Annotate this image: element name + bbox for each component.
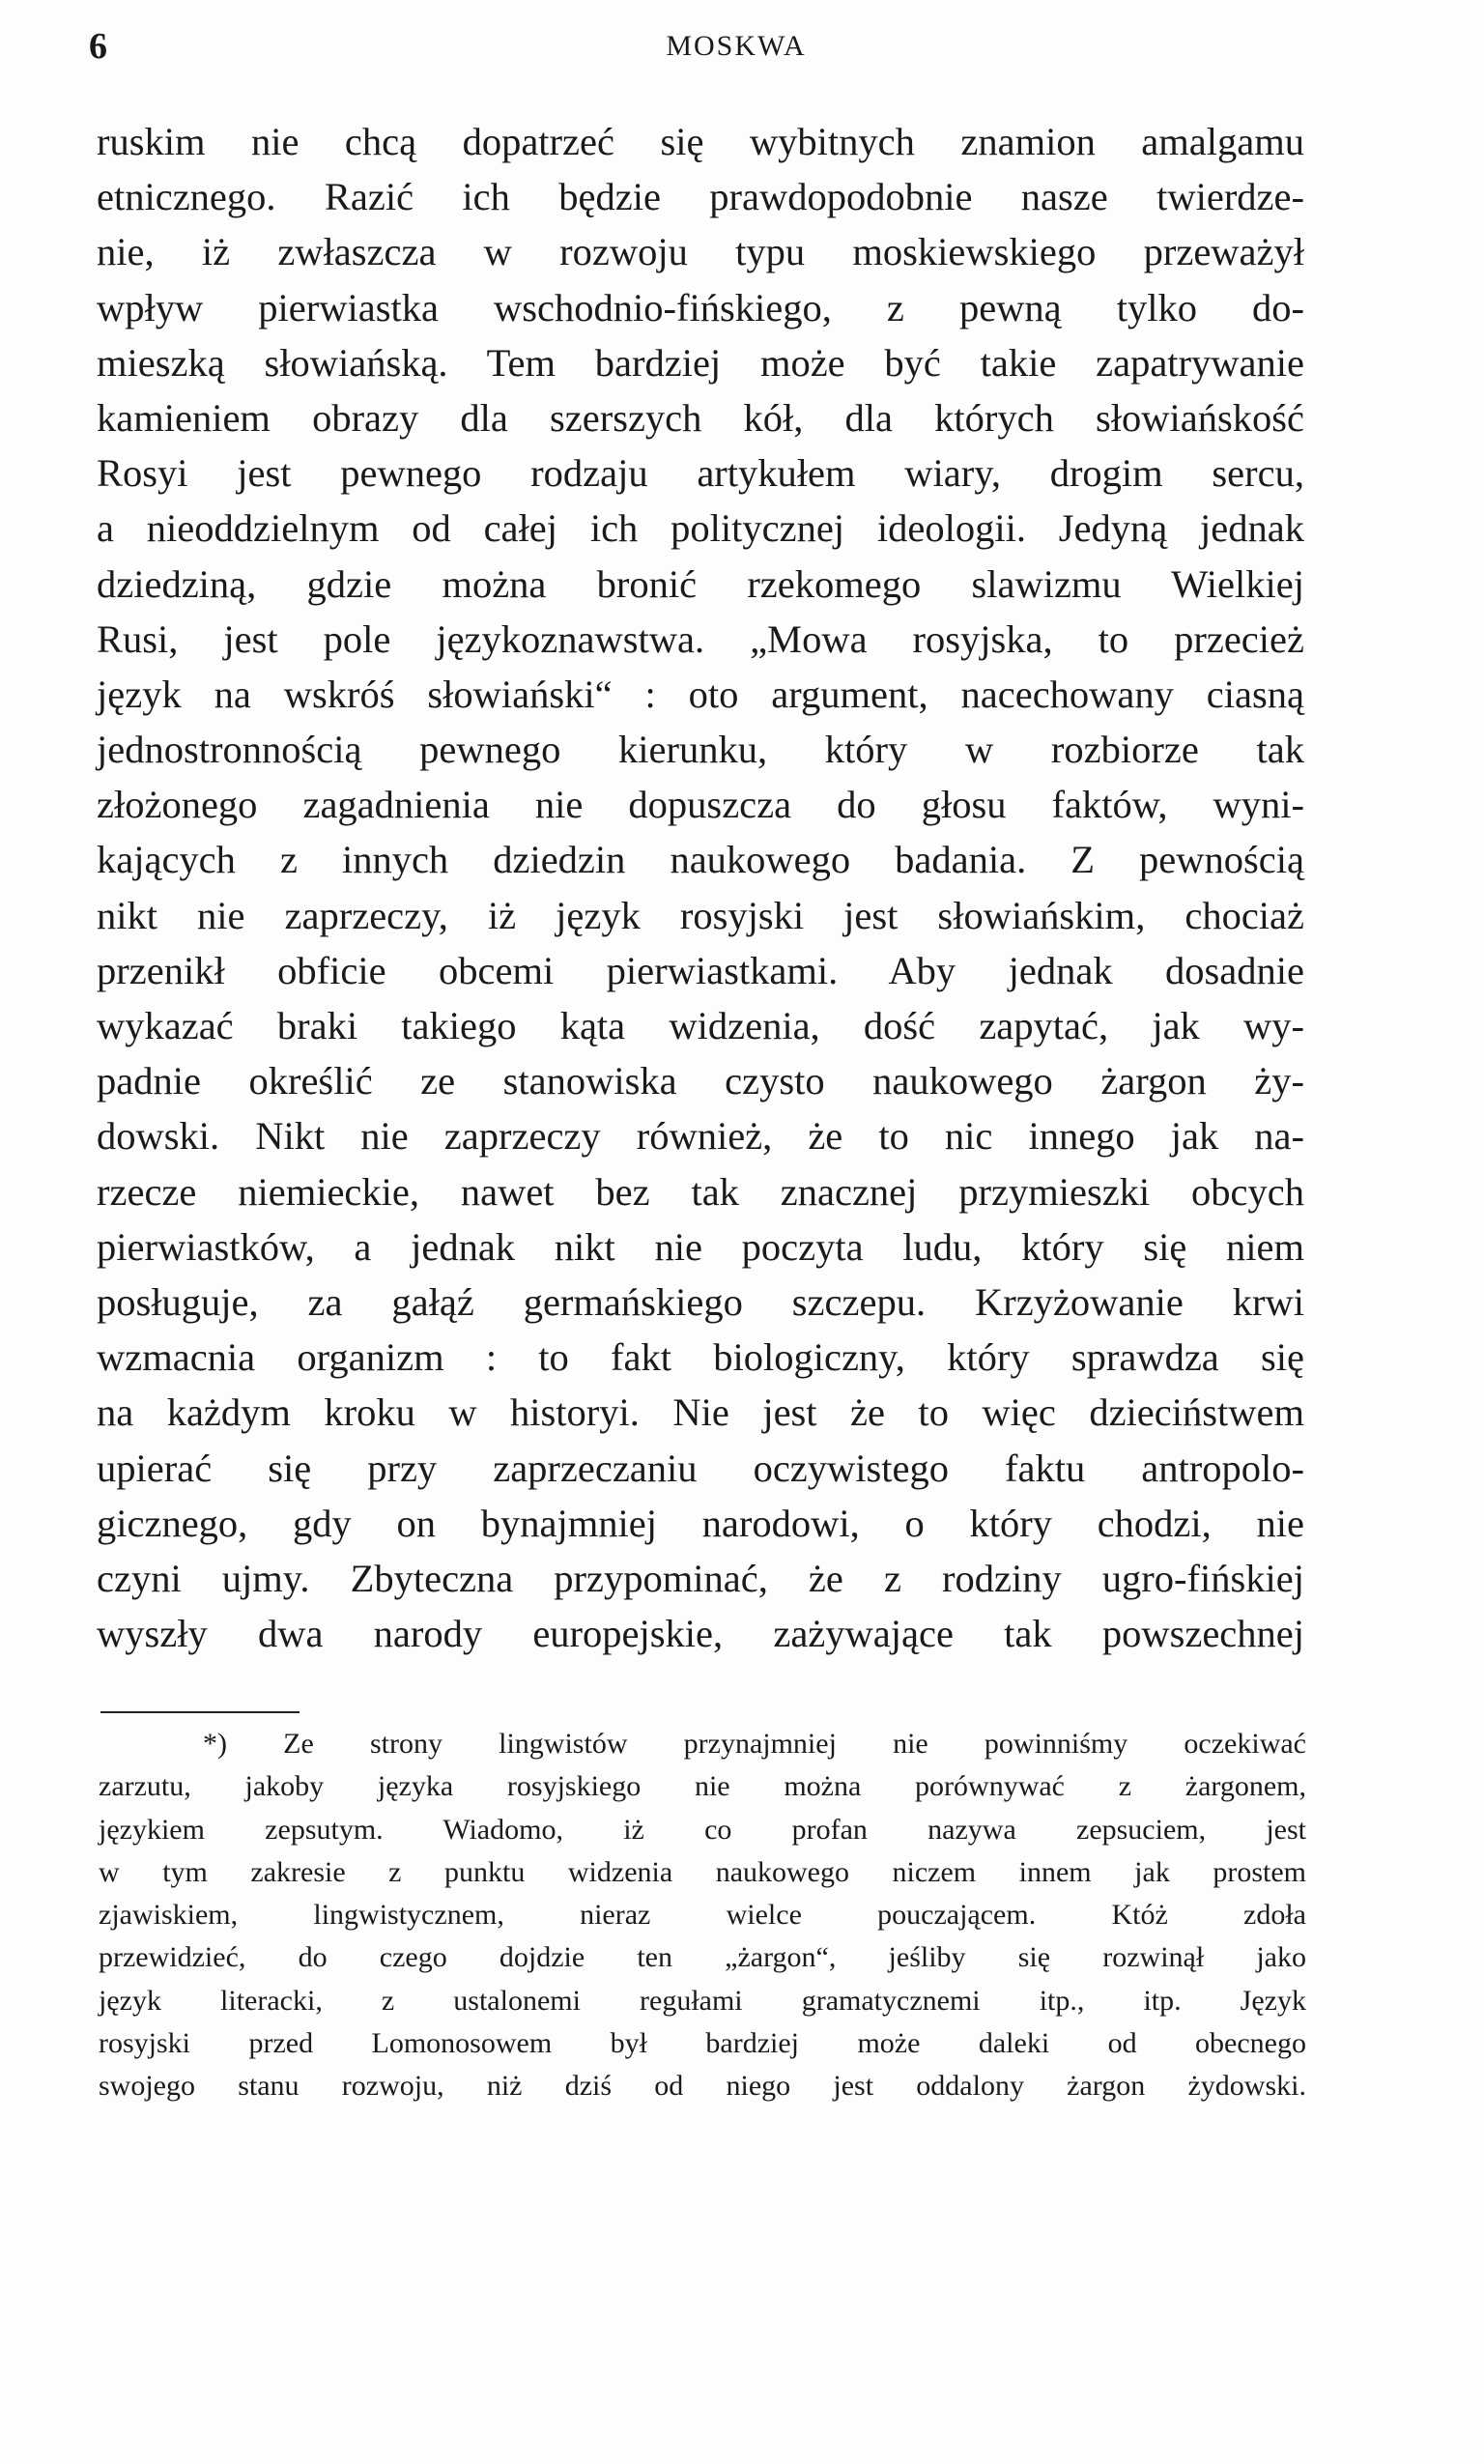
footnote-line: językiem zepsutym. Wiadomo, iż co profan nazywa zepsuciem, jest (99, 1813, 1306, 1846)
footnote-line: język literacki, z ustalonemi regułami gramatycznemi itp., itp. Język (99, 1984, 1306, 2017)
footnote-divider (100, 1711, 300, 1713)
text-line: nikt nie zaprzeczy, iż język rosyjski jest słowiańskim, chociaż (97, 893, 1304, 937)
text-line: ruskim nie chcą dopatrzeć się wybitnych znamion amalgamu (97, 120, 1304, 163)
text-line: wyszły dwa narody europejskie, zażywające tak powszechnej (97, 1612, 1304, 1656)
text-line: na każdym kroku w historyi. Nie jest że to więc dzieciństwem (97, 1390, 1304, 1435)
footnote-line: zarzutu, jakoby języka rosyjskiego nie można porównywać z żargonem, (99, 1770, 1306, 1803)
text-line: gicznego, gdy on bynajmniej narodowi, o który chodzi, nie (97, 1501, 1304, 1545)
text-line: wzmacnia organizm : to fakt biologiczny, który sprawdza się (97, 1335, 1304, 1380)
text-line: kamieniem obrazy dla szerszych kół, dla których słowiańskość (97, 395, 1304, 440)
text-line: rzecze niemieckie, nawet bez tak znacznej przymieszki obcych (97, 1169, 1304, 1214)
text-line: upierać się przy zaprzeczaniu oczywistego faktu antropolo- (97, 1446, 1304, 1490)
footnote-line: w tym zakresie z punktu widzenia naukowego niczem innem jak prostem (99, 1855, 1306, 1888)
text-line: przenikł obficie obcemi pierwiastkami. Aby jednak dosadnie (97, 948, 1304, 992)
text-line: kających z innych dziedzin naukowego badania. Z pewnością (97, 838, 1304, 882)
text-line: dowski. Nikt nie zaprzeczy również, że to nic innego jak na- (97, 1114, 1304, 1159)
text-line: język na wskróś słowiański“ : oto argument, nacechowany ciasną (97, 672, 1304, 716)
text-line: Rosyi jest pewnego rodzaju artykułem wiary, drogim sercu, (97, 451, 1304, 496)
text-line: czyni ujmy. Zbyteczna przypominać, że z rodziny ugro-fińskiej (97, 1556, 1304, 1600)
text-line: dziedziną, gdzie można bronić rzekomego slawizmu Wielkiej (97, 561, 1304, 606)
text-line: wykazać braki takiego kąta widzenia, dość zapytać, jak wy- (97, 1004, 1304, 1047)
footnote-line: zjawiskiem, lingwistycznem, nieraz wielce pouczającem. Któż zdoła (99, 1899, 1306, 1932)
text-line: a nieoddzielnym od całej ich politycznej ideologii. Jedyną jednak (97, 506, 1304, 551)
text-line: wpływ pierwiastka wschodnio-fińskiego, z pewną tylko do- (97, 285, 1304, 329)
page-header (89, 17, 1306, 75)
footnote (99, 1723, 1306, 2108)
text-line: posługuje, za gałąź germańskiego szczepu. Krzyżowanie krwi (97, 1279, 1304, 1324)
main-text (97, 114, 1304, 1661)
text-line: padnie określić ze stanowiska czysto naukowego żargon ży- (97, 1059, 1304, 1103)
text-line: pierwiastków, a jednak nikt nie poczyta ludu, który się niem (97, 1224, 1304, 1269)
footnote-line: swojego stanu rozwoju, niż dziś od niego jest oddalony żargon żydowski. (99, 2070, 1306, 2103)
page-number: 6 (89, 26, 107, 67)
running-title: MOSKWA (666, 30, 807, 62)
text-line: mieszką słowiańską. Tem bardziej może być takie zapatrywanie (97, 340, 1304, 385)
text-line: Rusi, jest pole językoznawstwa. „Mowa rosyjska, to przecież (97, 616, 1304, 661)
text-line: etnicznego. Razić ich będzie prawdopodobnie nasze twierdze- (97, 175, 1304, 219)
footnote-line: rosyjski przed Lomonosowem był bardziej może daleki od obecnego (99, 2027, 1306, 2060)
text-line: jednostronnością pewnego kierunku, który w rozbiorze tak (97, 728, 1304, 772)
text-line: złożonego zagadnienia nie dopuszcza do głosu faktów, wyni- (97, 783, 1304, 827)
text-line: nie, iż zwłaszcza w rozwoju typu moskiewskiego przeważył (97, 230, 1304, 274)
footnote-line: *) Ze strony lingwistów przynajmniej nie powinniśmy oczekiwać (203, 1728, 1306, 1760)
footnote-line: przewidzieć, do czego dojdzie ten „żargon“, jeśliby się rozwinął jako (99, 1941, 1306, 1974)
